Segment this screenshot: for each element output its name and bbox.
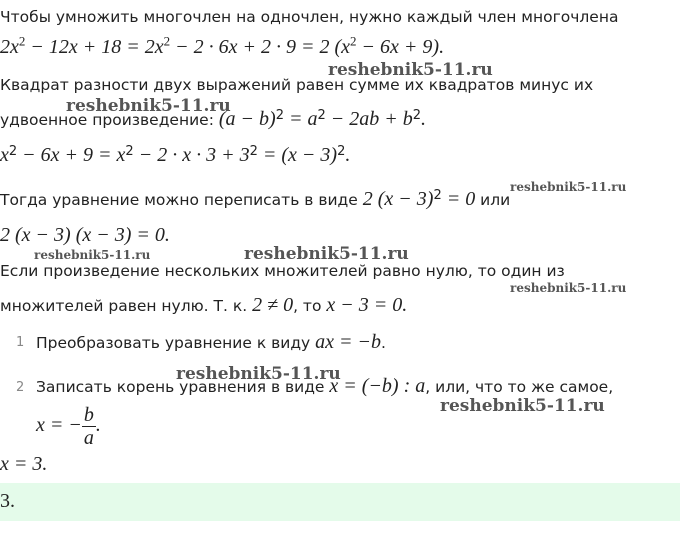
formula-multiply: $2x^2 - 12x + 18 = 2x^2 - 2 \cdot 6x + 2 \cdot 9 = 2$ $(x^2 - 6x + 9)$. — [0, 33, 445, 58]
rewrite-text: Тогда уравнение можно переписать в виде 2 $(x - 3)^2 = 0$ или — [0, 187, 511, 210]
answer-value: 3. — [0, 490, 15, 512]
result-formula: x = 3. — [0, 453, 48, 475]
step-number: 1 — [16, 335, 25, 350]
step-1: Преобразовать уравнение к виду ax = −b. — [36, 331, 386, 353]
step-number: 2 — [16, 380, 25, 395]
watermark: reshebnik5-11.ru — [34, 248, 151, 262]
zero-product-conclusion: множителей равен нулю. Т. к. 2 ≠ 0, то x − 3 = 0. — [0, 294, 408, 316]
zero-product-text: Если произведение нескольких множителей равно нулю, то один из — [0, 262, 565, 280]
square-diff-formula: удвоенное произведение: $(a - b)^2 = a^2 - 2ab + b^2$. — [0, 107, 427, 130]
answer-highlight — [0, 483, 680, 521]
step-2: Записать корень уравнения в виде x = (−b) : a, или, что то же самое, — [36, 375, 614, 397]
square-diff-text: Квадрат разности двух выражений равен сумме их квадратов минус их — [0, 76, 594, 94]
watermark: reshebnik5-11.ru — [176, 364, 341, 384]
watermark: reshebnik5-11.ru — [328, 60, 493, 80]
formula-product: 2 (x − 3) (x − 3) = 0. — [0, 224, 170, 246]
formula-square: $x^2 - 6x + 9 = x^2 - 2 \cdot x \cdot 3 + 3^2 = (x - 3)^2$. — [0, 143, 351, 166]
watermark: reshebnik5-11.ru — [244, 244, 409, 264]
watermark: reshebnik5-11.ru — [510, 281, 627, 295]
watermark: reshebnik5-11.ru — [66, 96, 231, 116]
intro-text: Чтобы умножить многочлен на одночлен, нужно каждый член многочлена — [0, 8, 619, 26]
step-2-formula: x = − $\frac{b}{a}$ . — [36, 404, 101, 449]
fraction: $\frac{b}{a}$ — [83, 404, 94, 449]
watermark: reshebnik5-11.ru — [440, 396, 605, 416]
watermark: reshebnik5-11.ru — [510, 180, 627, 194]
